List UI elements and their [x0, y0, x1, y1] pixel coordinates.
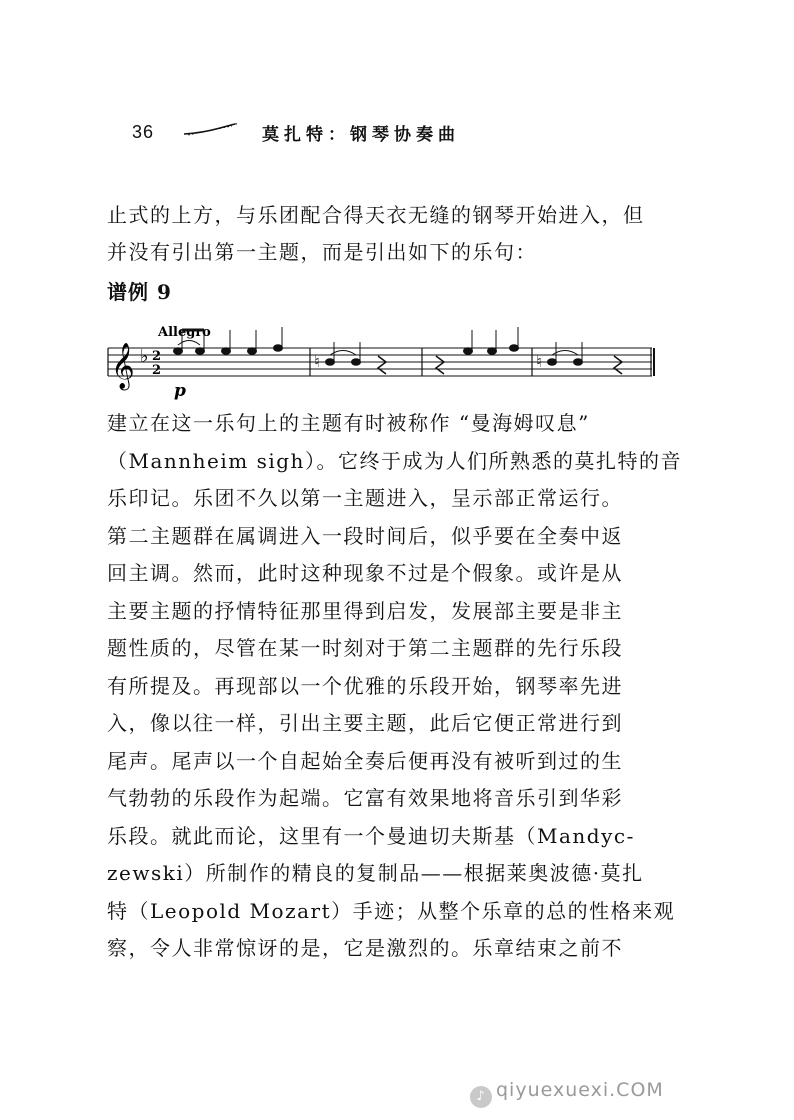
text-line: 题性质的，尽管在某一时刻对于第二主题群的先行乐段 — [107, 636, 623, 660]
text-line: （Mannheim sigh）。它终于成为人们所熟悉的莫扎特的音 — [107, 448, 682, 473]
treble-clef-icon: 𝄞 — [111, 343, 135, 389]
watermark-logo-icon: ♪ — [470, 1086, 492, 1108]
text-line: 尾声。尾声以一个自起始全奏后便再没有被听到过的生 — [107, 748, 623, 773]
text-line: 第二主题群在属调进入一段时间后，似乎要在全奏中返 — [107, 523, 623, 548]
text-line: 乐印记。乐团不久以第一主题进入，呈示部正常运行。 — [107, 486, 623, 510]
flat-icon: ♭ — [140, 346, 149, 367]
measure-1-notes — [174, 327, 283, 354]
tempo-marking: Allegro — [158, 325, 211, 340]
text-line: zewski）所制作的精良的复制品——根据莱奥波德·莫扎 — [107, 861, 644, 885]
intro-paragraph — [107, 197, 667, 271]
text-line: 特（Leopold Mozart）手迹；从整个乐章的总的性格来观 — [107, 898, 676, 923]
text-line: 乐段。就此而论，这里有一个曼迪切夫斯基（Mandyc- — [107, 823, 635, 848]
watermark-text: qiyuexuexi.COM — [496, 1079, 664, 1101]
dynamic-marking: p — [174, 381, 186, 401]
body-paragraph — [107, 405, 682, 968]
text-line: 察，令人非常惊讶的是，它是激烈的。乐章结束之前不 — [107, 936, 623, 960]
svg-text:2: 2 — [152, 349, 162, 364]
running-header — [0, 112, 794, 152]
text-line: 主要主题的抒情特征那里得到启发，发展部主要是非主 — [107, 598, 623, 623]
example-caption: 谱例 9 — [107, 280, 172, 304]
svg-text:2: 2 — [152, 363, 162, 378]
text-line: 建立在这一乐句上的主题有时被称作 “曼海姆叹息” — [107, 411, 590, 435]
text-line: 气勃勃的乐段作为起端。它富有效果地将音乐引到华彩 — [107, 786, 623, 810]
text-line: 入，像以往一样，引出主要主题，此后它便正常进行到 — [107, 711, 623, 735]
running-title: 莫扎特：钢琴协奏曲 — [262, 125, 460, 145]
text-line: 止式的上方，与乐团配合得天衣无缝的钢琴开始进入，但 — [107, 203, 645, 227]
svg-text:♮: ♮ — [314, 352, 320, 371]
svg-text:♮: ♮ — [536, 352, 542, 371]
watermark — [470, 1079, 664, 1108]
measure-3-notes — [436, 327, 519, 374]
ornament-icon — [182, 122, 238, 138]
music-score — [100, 318, 660, 408]
text-line: 并没有引出第一主题，而是引出如下的乐句： — [107, 240, 537, 264]
page-number: 36 — [132, 122, 155, 142]
staff-lines — [108, 348, 652, 376]
text-line: 回主调。然而，此时这种现象不过是个假象。或许是从 — [107, 561, 623, 585]
text-line: 有所提及。再现部以一个优雅的乐段开始，钢琴率先进 — [107, 673, 623, 698]
time-signature — [152, 349, 161, 378]
